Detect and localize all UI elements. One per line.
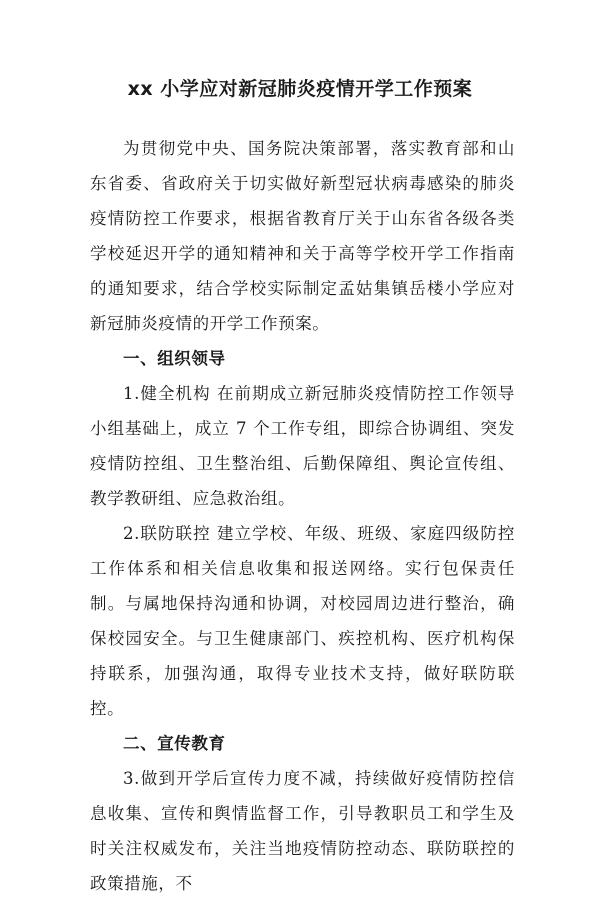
intro-paragraph: 为贯彻党中央、国务院决策部署，落实教育部和山东省委、省政府关于切实做好新型冠状病毒感染的肺炎疫情防控工作要求，根据省教育厅关于山东省各级各类学校延迟开学的通知精神和关于高等学校开学工作指南的通知要求，结合学校实际制定孟姑集镇岳楼小学应对新冠肺炎疫情的开学工作预案。 xyxy=(90,139,515,333)
section-heading-organization: 一、组织领导 xyxy=(123,349,226,368)
paragraph-item-1: 1.健全机构 在前期成立新冠肺炎疫情防控工作领导小组基础上，成立 7 个工作专组，即综合协调组、突发疫情防控组、卫生整治组、后勤保障组、舆论宣传组、教学教研组、应急救治组。 xyxy=(90,384,515,508)
section-heading-publicity: 二、宣传教育 xyxy=(123,734,226,753)
document-body xyxy=(90,131,515,901)
paragraph-item-2: 2.联防联控 建立学校、年级、班级、家庭四级防控工作体系和相关信息收集和报送网络。实行包保责任制。与属地保持沟通和协调，对校园周边进行整治，确保校园安全。与卫生健康部门、疾控机构、医疗机构保持联系，加强沟通，取得专业技术支持，做好联防联控。 xyxy=(90,524,515,718)
document-title: xx 小学应对新冠肺炎疫情开学工作预案 xyxy=(127,78,473,100)
paragraph-item-3: 3.做到开学后宣传力度不减，持续做好疫情防控信息收集、宣传和舆情监督工作，引导教职员工和学生及时关注权威发布，关注当地疫情防控动态、联防联控的政策措施，不 xyxy=(90,769,515,893)
